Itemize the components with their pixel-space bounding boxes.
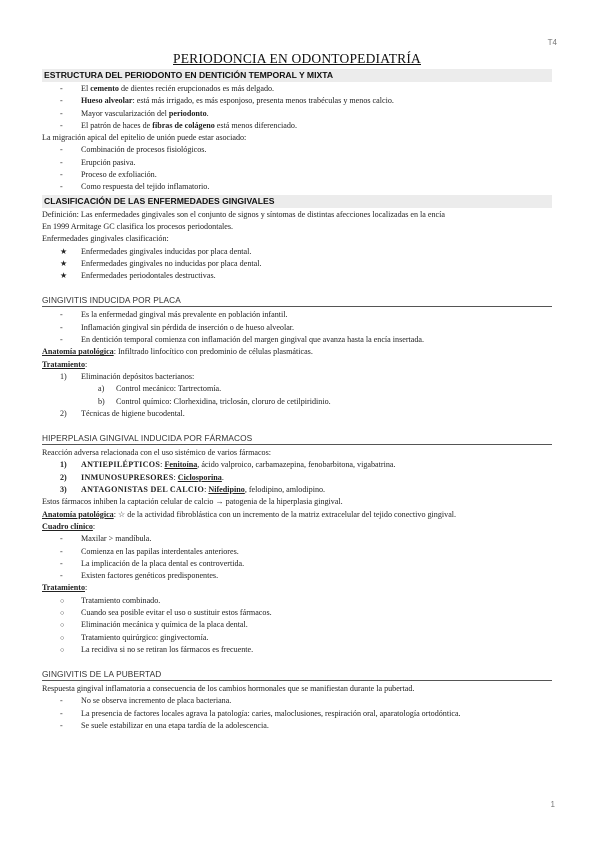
list-item: - Comienza en las papilas interdentales anteriores. [60,546,552,558]
list-item: - Como respuesta del tejido inflamatorio. [60,181,552,193]
section-heading-clasificacion: CLASIFICACIÓN DE LAS ENFERMEDADES GINGIVALES [42,195,552,208]
gingivitis-list [42,309,552,346]
list-item: 3) ANTAGONISTAS DEL CALCIO: Nifedipino, felodipino, amlodipino. [60,485,326,495]
list-item: - Erupción pasiva. [60,157,552,169]
mechanism-text: Estos fármacos inhiben la captación celular de calcio → patogenia de la hiperplasia gingival. [42,497,343,507]
cuadro-clinico-label: Cuadro clínico: [42,521,96,531]
subsection-heading-pubertad: GINGIVITIS DE LA PUBERTAD [42,668,552,681]
list-item: a) Control mecánico: Tartrectomía. [98,384,222,394]
list-item: ★ Enfermedades gingivales inducidas por placa dental. [60,246,552,258]
classification-list [42,246,552,283]
list-item: - Proceso de exfoliación. [60,169,552,181]
tratamiento-label-hiperplasia: Tratamiento: [42,583,88,593]
list-item: - Maxilar > mandíbula. [60,533,552,545]
drug-list [42,459,552,496]
list-item: 1) ANTIEPILÉPTICOS: Fenitoína, ácido valproico, carbamazepina, fenobarbitona, vigabatrina. [60,460,396,470]
list-item: - No se observa incremento de placa bacteriana. [60,695,552,707]
list-item: - La presencia de factores locales agrava la patología: caries, maloclusiones, respiración oral, aparatología ortodóntica. [60,708,552,720]
list-item: b) Control químico: Clorhexidina, triclosán, cloruro de cetilpiridinio. [98,396,331,406]
list-item: - El cemento de dientes recién erupcionados es más delgado. [60,83,552,95]
list-item: ○ Eliminación mecánica y química de la placa dental. [60,619,552,631]
section-heading-estructura: ESTRUCTURA DEL PERIODONTO EN DENTICIÓN TEMPORAL Y MIXTA [42,69,552,82]
document-body [42,50,552,732]
treatment-list-placa-2 [42,408,552,420]
pubertad-intro: Respuesta gingival inflamatoria a consecuencia de los cambios hormonales que se manifiestan durante la pubertad. [42,684,415,694]
definition-text: Definición: Las enfermedades gingivales son el conjunto de signos y síntomas de distintas afecciones localizadas en la encía [42,209,445,219]
list-item: 1) Eliminación depósitos bacterianos: [60,371,195,381]
list-item: 2) Técnicas de higiene bucodental. [60,408,185,418]
list-item: - El patrón de haces de fibras de colágeno está menos diferenciado. [60,120,552,132]
classification-label: Enfermedades gingivales clasificación: [42,234,169,244]
document-title: PERIODONCIA EN ODONTOPEDIATRÍA [173,51,421,66]
list-item: - Se suele estabilizar en una etapa tardía de la adolescencia. [60,720,552,732]
list-item: - Combinación de procesos fisiológicos. [60,144,552,156]
cuadro-clinico-list [42,533,552,582]
page-label: T4 [547,38,557,47]
page-number: 1 [550,800,555,809]
treatment-sublist-placa [42,383,552,408]
treatment-list-placa [42,371,552,383]
list-item: ○ Tratamiento combinado. [60,595,552,607]
list-item: ★ Enfermedades gingivales no inducidas por placa dental. [60,258,552,270]
subsection-heading-gingivitis-placa: GINGIVITIS INDUCIDA POR PLACA [42,294,552,307]
hiperplasia-intro: Reacción adversa relacionada con el uso sistémico de varios fármacos: [42,448,272,458]
list-item: - Inflamación gingival sin pérdida de inserción o de hueso alveolar. [60,322,552,334]
anatomia-patologica-placa: Anatomía patológica: Infiltrado linfocítico con predominio de células plasmáticas. [42,347,313,357]
list-item: ★ Enfermedades periodontales destructivas. [60,270,552,282]
list-item: ○ La recidiva si no se retiran los fármacos es frecuente. [60,644,552,656]
migration-list [42,144,552,193]
treatment-list-hiperplasia [42,595,552,656]
armitage-text: En 1999 Armitage GC clasifica los procesos periodontales. [42,221,234,231]
tratamiento-label-placa: Tratamiento: [42,359,88,369]
list-item: - Es la enfermedad gingival más prevalente en población infantil. [60,309,552,321]
list-item: - Existen factores genéticos predisponentes. [60,570,552,582]
list-item: - Mayor vascularización del periodonto. [60,108,552,120]
list-item: - Hueso alveolar: está más irrigado, es más esponjoso, presenta menos trabéculas y menos calcio. [60,95,552,107]
list-item: - En dentición temporal comienza con inflamación del margen gingival que avanza hasta la encía insertada. [60,334,552,346]
migration-text: La migración apical del epitelio de unión puede estar asociado: [42,133,247,143]
estructura-list [42,83,552,132]
pubertad-list [42,695,552,732]
anatomia-patologica-hiperplasia: Anatomía patológica: ☆ de la actividad fibroblástica con un incremento de la matriz extracelular del tejido conectivo gingival. [42,509,457,519]
list-item: 2) INMUNOSUPRESORES: Ciclosporina. [60,472,224,482]
list-item: ○ Cuando sea posible evitar el uso o sustituir estos fármacos. [60,607,552,619]
list-item: ○ Tratamiento quirúrgico: gingivectomía. [60,632,552,644]
subsection-heading-hiperplasia: HIPERPLASIA GINGIVAL INDUCIDA POR FÁRMACOS [42,432,552,445]
list-item: - La implicación de la placa dental es controvertida. [60,558,552,570]
